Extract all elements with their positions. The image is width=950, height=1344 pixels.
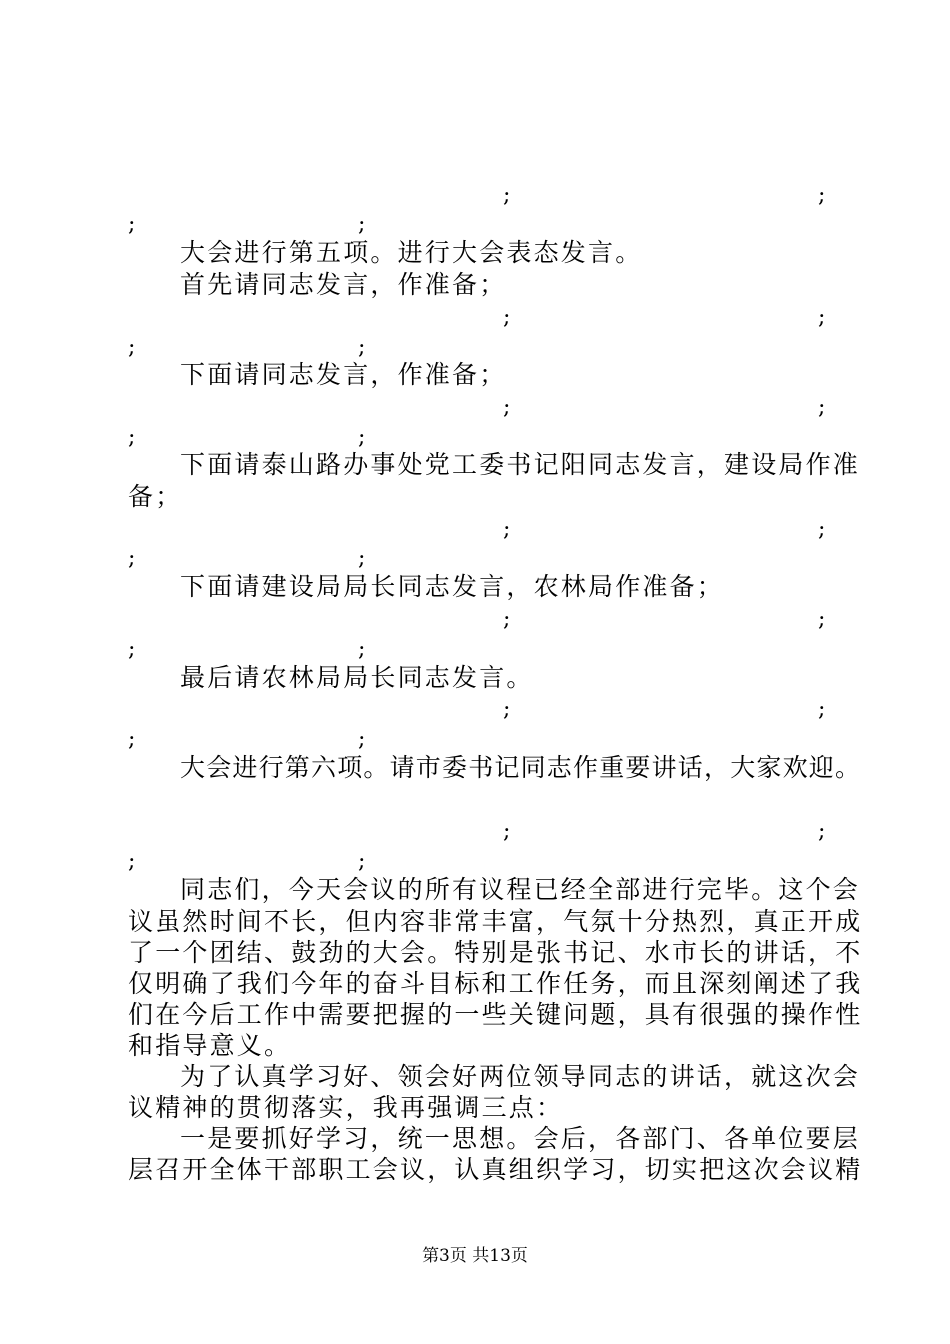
- separator-semicolon: ;: [358, 546, 366, 571]
- separator-semicolon: ;: [358, 335, 366, 360]
- separator-semicolon: ;: [128, 637, 136, 662]
- separator-semicolon: ;: [503, 517, 511, 542]
- separator-semicolon: ;: [128, 212, 136, 237]
- separator-semicolon: ;: [818, 517, 826, 542]
- body-line: 和指导意义。: [128, 1031, 292, 1060]
- separator-semicolon: ;: [358, 727, 366, 752]
- separator-semicolon: ;: [503, 607, 511, 632]
- body-line: 备；: [128, 482, 183, 511]
- body-line: 同志们，今天会议的所有议程已经全部进行完毕。这个会: [180, 875, 861, 904]
- separator-semicolon: ;: [503, 183, 511, 208]
- separator-semicolon: ;: [128, 849, 136, 874]
- separator-semicolon: ;: [818, 697, 826, 722]
- separator-semicolon: ;: [503, 819, 511, 844]
- body-line: 大会进行第五项。进行大会表态发言。: [180, 238, 643, 267]
- separator-semicolon: ;: [358, 849, 366, 874]
- body-line: 仅明确了我们今年的奋斗目标和工作任务，而且深刻阐述了我: [128, 969, 863, 998]
- separator-semicolon: ;: [503, 395, 511, 420]
- body-line: 下面请建设局局长同志发言，农林局作准备；: [180, 572, 725, 601]
- body-line: 首先请同志发言，作准备；: [180, 270, 507, 299]
- body-line: 下面请泰山路办事处党工委书记阳同志发言，建设局作准: [180, 450, 861, 479]
- separator-semicolon: ;: [358, 425, 366, 450]
- body-line: 下面请同志发言，作准备；: [180, 360, 507, 389]
- separator-semicolon: ;: [818, 819, 826, 844]
- body-line: 议虽然时间不长，但内容非常丰富，气氛十分热烈，真正开成: [128, 907, 863, 936]
- separator-semicolon: ;: [128, 727, 136, 752]
- page-number: 第3页 共13页: [422, 1246, 528, 1266]
- body-line: 一是要抓好学习，统一思想。会后，各部门、各单位要层: [180, 1124, 861, 1153]
- separator-semicolon: ;: [818, 183, 826, 208]
- separator-semicolon: ;: [128, 546, 136, 571]
- body-line: 层召开全体干部职工会议，认真组织学习，切实把这次会议精: [128, 1155, 863, 1184]
- separator-semicolon: ;: [503, 305, 511, 330]
- separator-semicolon: ;: [818, 607, 826, 632]
- separator-semicolon: ;: [503, 697, 511, 722]
- separator-semicolon: ;: [128, 335, 136, 360]
- separator-semicolon: ;: [818, 305, 826, 330]
- body-line: 议精神的贯彻落实，我再强调三点：: [128, 1093, 564, 1122]
- separator-semicolon: ;: [818, 395, 826, 420]
- body-line: 最后请农林局局长同志发言。: [180, 663, 534, 692]
- separator-semicolon: ;: [358, 212, 366, 237]
- body-line: 了一个团结、鼓劲的大会。特别是张书记、水市长的讲话，不: [128, 938, 863, 967]
- separator-semicolon: ;: [128, 425, 136, 450]
- body-line: 们在今后工作中需要把握的一些关键问题，具有很强的操作性: [128, 1000, 863, 1029]
- body-line: 为了认真学习好、领会好两位领导同志的讲话，就这次会: [180, 1062, 861, 1091]
- body-line: 大会进行第六项。请市委书记同志作重要讲话，大家欢迎。: [180, 753, 862, 782]
- separator-semicolon: ;: [358, 637, 366, 662]
